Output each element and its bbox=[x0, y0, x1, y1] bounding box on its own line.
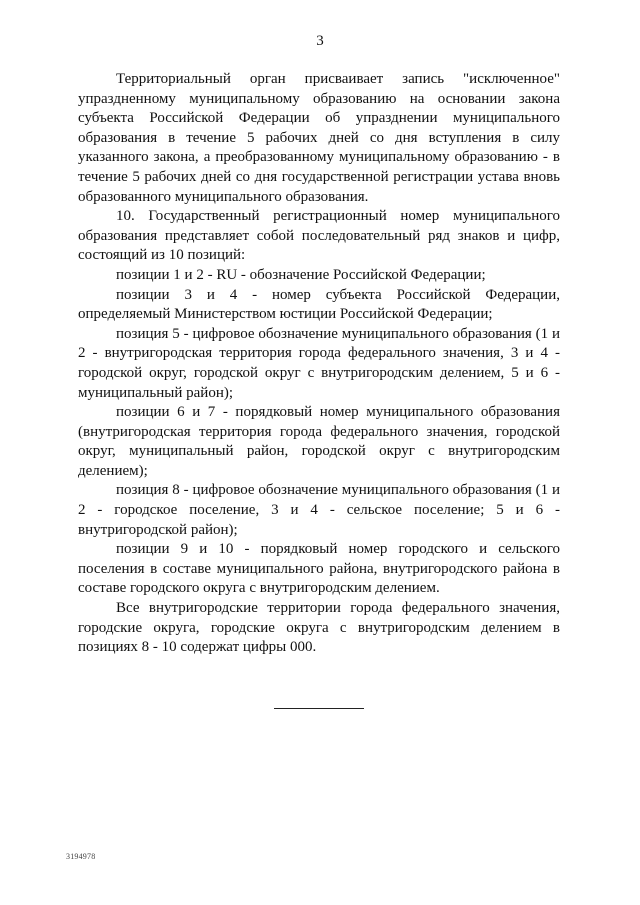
paragraph-positions-3-4: позиции 3 и 4 - номер субъекта Российской Федерации, определяемый Министерством юстиции Российской Федерации; bbox=[78, 286, 560, 323]
paragraph-exclusion-record: Территориальный орган присваивает запись "исключенное" упраздненному муниципальному образованию на основании закона субъекта Российской Федерации об упразднении муниципального образования в течение 5 рабочих дней со дня вступления в силу указанного закона, а преобразованному муниципальному образованию - в течение 5 рабочих дней со дня государственной регистрации устава вновь образованного муниципального образования. bbox=[78, 71, 560, 205]
paragraph-positions-9-10: позиции 9 и 10 - порядковый номер городского и сельского поселения в составе муниципального района, внутригородского района в составе городского округа с внутригородским делением. bbox=[78, 541, 560, 597]
paragraph-positions-6-7: позиции 6 и 7 - порядковый номер муниципального образования (внутригородская территория города федерального значения, городской округ, муниципальный район, городской округ с внутригородским делением); bbox=[78, 404, 560, 479]
paragraph-registration-number: 10. Государственный регистрационный номер муниципального образования представляет собой последовательный ряд знаков и цифр, состоящий из 10 позиций: bbox=[78, 208, 560, 264]
document-body bbox=[78, 70, 560, 658]
paragraph-position-8: позиция 8 - цифровое обозначение муниципального образования (1 и 2 - городское поселение, 3 и 4 - сельское поселение; 5 и 6 - внутригородской район); bbox=[78, 482, 560, 538]
paragraph-position-5: позиция 5 - цифровое обозначение муниципального образования (1 и 2 - внутригородская территория города федерального значения, 3 и 4 - городской округ, городской округ с внутригородским делением, 5 и 6 - муниципальный район); bbox=[78, 325, 560, 401]
paragraph-intracity-territories: Все внутригородские территории города федерального значения, городские округа, городские округа с внутригородским делением в позициях 8 - 10 содержат цифры 000. bbox=[78, 600, 560, 656]
page-number: 3 bbox=[316, 33, 324, 49]
document-code: 3194978 bbox=[66, 852, 96, 861]
paragraph-positions-1-2: позиции 1 и 2 - RU - обозначение Российской Федерации; bbox=[116, 266, 486, 283]
end-separator-line bbox=[274, 708, 364, 709]
